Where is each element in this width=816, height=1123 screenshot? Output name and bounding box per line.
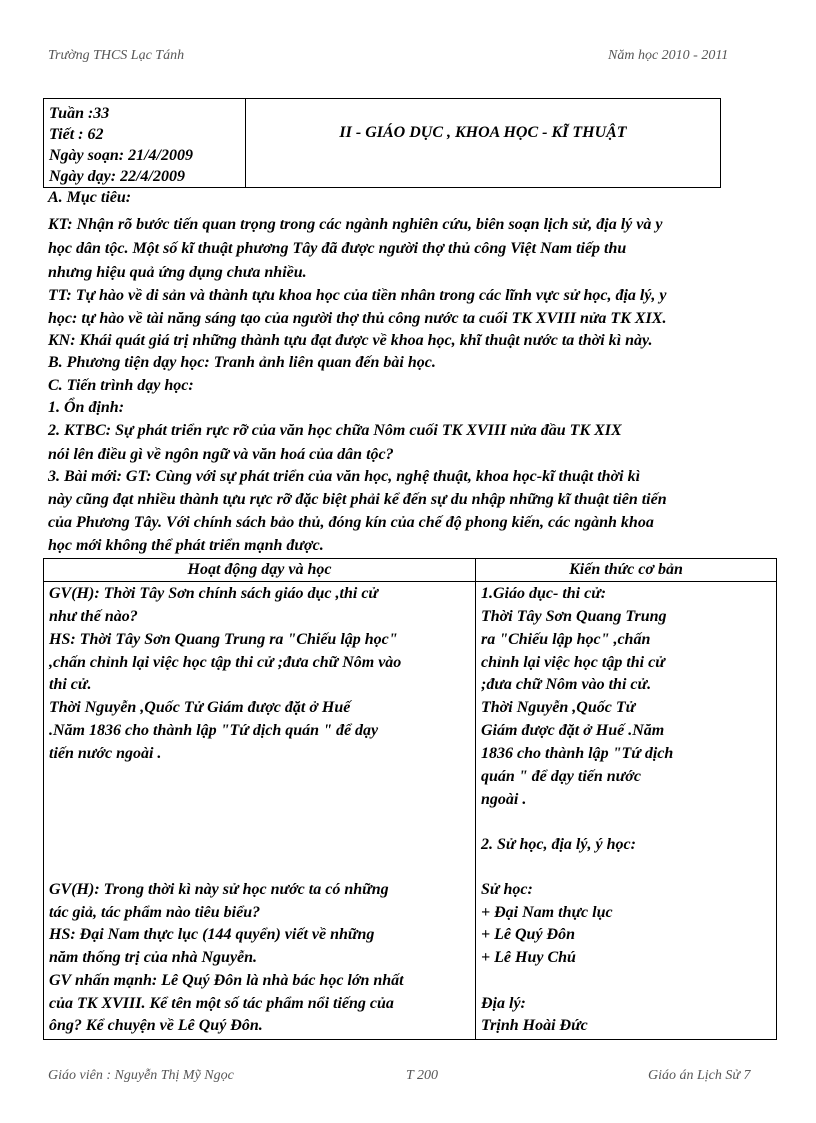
left-cell-line: ông? Kể chuyện về Lê Quý Đôn. (49, 1017, 263, 1034)
body-line: nói lên điều gì về ngôn ngữ và văn hoá của dân tộc? (48, 446, 394, 463)
left-cell-line: của TK XVIII. Kể tên một số tác phẩm nổi tiếng của (49, 995, 394, 1012)
body-line: học: tự hào về tài năng sáng tạo của người thợ thủ công nước ta cuối TK XVIII nửa TK XIX. (48, 310, 667, 327)
left-cell-line: .Năm 1836 cho thành lập "Tứ dịch quán " để dạy (49, 722, 379, 739)
left-cell-line: ,chấn chỉnh lại việc học tập thi cử ;đưa chữ Nôm vào (49, 654, 402, 671)
week-label: Tuần :33 (49, 105, 110, 122)
body-line: B. Phương tiện dạy học: Tranh ảnh liên quan đến bài học. (48, 354, 436, 371)
footer-teacher: Giáo viên : Nguyễn Thị Mỹ Ngọc (48, 1068, 234, 1083)
left-cell-line: tác giả, tác phẩm nào tiêu biểu? (49, 904, 261, 921)
right-cell-line: Giám được đặt ở Huế .Năm (481, 722, 665, 739)
left-cell-line: tiến nước ngoài . (49, 745, 162, 762)
teach-date: Ngày dạy: 22/4/2009 (49, 168, 185, 185)
right-cell-line: Thời Tây Sơn Quang Trung (481, 608, 667, 625)
left-cell-line: GV(H): Thời Tây Sơn chính sách giáo dục ,thi cử (49, 585, 379, 602)
right-cell-line: 1.Giáo dục- thi cử: (481, 585, 607, 602)
right-cell-line: ra "Chiếu lập học" ,chấn (481, 631, 651, 648)
right-cell-line: 1836 cho thành lập "Tứ dịch (481, 745, 674, 762)
right-cell-line: Sử học: (481, 881, 533, 898)
body-line: 3. Bài mới: GT: Cùng với sự phát triển của văn học, nghệ thuật, khoa học-kĩ thuật thời kì (48, 468, 641, 485)
left-cell-line: HS: Thời Tây Sơn Quang Trung ra "Chiếu lập học" (49, 631, 398, 648)
header-year: Năm học 2010 - 2011 (608, 48, 729, 63)
right-cell-line: + Lê Quý Đôn (481, 926, 575, 943)
right-cell-line: ngoài . (481, 791, 527, 808)
body-line: học mới không thể phát triển mạnh được. (48, 537, 324, 554)
right-cell-line: Thời Nguyễn ,Quốc Tử (481, 699, 636, 716)
body-line: 2. KTBC: Sự phát triển rực rỡ của văn học chữa Nôm cuối TK XVIII nửa đầu TK XIX (48, 422, 622, 439)
header-school: Trường THCS Lạc Tánh (48, 48, 185, 63)
body-line: KN: Khái quát giá trị những thành tựu đạt được về khoa học, khĩ thuật nước ta thời kì này. (48, 332, 653, 349)
body-line: học dân tộc. Một số kĩ thuật phương Tây đã được người thợ thủ công Việt Nam tiếp thu (48, 240, 627, 257)
right-cell-line: 2. Sử học, địa lý, ý học: (481, 836, 636, 853)
body-line: 1. Ổn định: (48, 399, 125, 416)
footer-page-number: T 200 (406, 1068, 439, 1083)
left-cell-line: Thời Nguyễn ,Quốc Tử Giám được đặt ở Huế (49, 699, 351, 716)
period-label: Tiết : 62 (49, 126, 104, 143)
right-cell-line: ;đưa chữ Nôm vào thi cử. (481, 676, 652, 693)
right-cell-line: chỉnh lại việc học tập thi cử (481, 654, 665, 671)
body-line: của Phương Tây. Với chính sách bảo thủ, đóng kín của chế độ phong kiến, các ngành khoa (48, 514, 654, 531)
left-cell-line: thi cử. (49, 676, 92, 693)
body-line: này cũng đạt nhiều thành tựu rực rỡ đặc biệt phải kể đến sự du nhập những kĩ thuật tiên tiến (48, 491, 667, 508)
body-line: TT: Tự hào về di sản và thành tựu khoa học của tiền nhân trong các lĩnh vực sử học, địa lý, y (48, 287, 667, 304)
left-cell-line: GV nhấn mạnh: Lê Quý Đôn là nhà bác học lớn nhất (49, 972, 404, 989)
body-line: nhưng hiệu quả ứng dụng chưa nhiều. (48, 264, 307, 281)
right-cell-line: Trịnh Hoài Đức (481, 1017, 588, 1034)
table-header-row (44, 559, 776, 582)
left-cell-line: HS: Đại Nam thực lục (144 quyển) viết về những (49, 926, 375, 943)
footer-subject: Giáo án Lịch Sử 7 (648, 1068, 751, 1083)
body-line: KT: Nhận rõ bước tiến quan trọng trong các ngành nghiên cứu, biên soạn lịch sử, địa lý và y (48, 216, 663, 233)
lesson-title: II - GIÁO DỤC , KHOA HỌC - KĨ THUẬT (339, 124, 627, 141)
left-cell-line: GV(H): Trong thời kì này sử học nước ta có những (49, 881, 389, 898)
lesson-table (43, 558, 777, 1040)
left-cell-line: như thế nào? (49, 608, 138, 625)
lesson-info-box (43, 98, 721, 188)
left-cell-line: năm thống trị của nhà Nguyễn. (49, 949, 258, 966)
lesson-info-left (44, 99, 246, 187)
prep-date: Ngày soạn: 21/4/2009 (49, 147, 193, 164)
right-cell-line: + Đại Nam thực lục (481, 904, 613, 921)
table-header-activities: Hoạt động dạy và học (187, 561, 332, 578)
column-divider (475, 559, 476, 1039)
right-cell-line: Địa lý: (481, 995, 526, 1012)
table-header-knowledge: Kiến thức cơ bản (569, 561, 683, 578)
body-line: C. Tiến trình dạy học: (48, 377, 194, 394)
right-cell-line: + Lê Huy Chú (481, 949, 576, 966)
body-line: A. Mục tiêu: (48, 189, 132, 206)
right-cell-line: quán " để dạy tiến nước (481, 768, 641, 785)
